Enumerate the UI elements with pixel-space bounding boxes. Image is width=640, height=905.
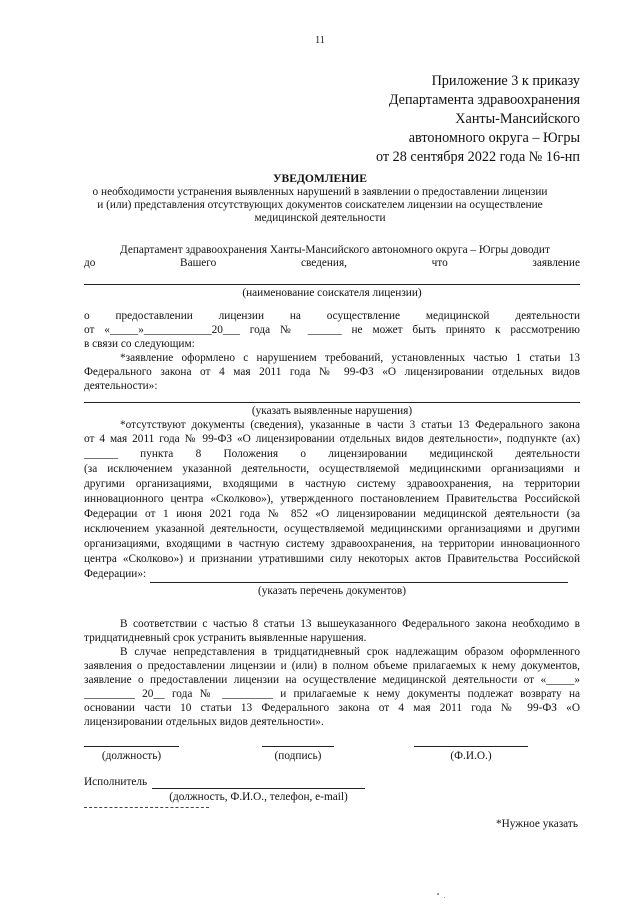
header-line: Приложение 3 к приказу bbox=[431, 73, 580, 89]
header-line: Департамента здравоохранения bbox=[388, 92, 580, 108]
header-line: от 28 сентября 2022 года № 16-нп bbox=[376, 149, 580, 165]
missing-docs-line: *отсутствуют документы (сведения), указанные в части 3 статьи 13 Федерального закона bbox=[120, 419, 580, 431]
documents-fill-line bbox=[150, 582, 568, 583]
missing-docs-line: центра «Сколково») и признании утратившими силу некоторых актов Правительства Российской bbox=[84, 553, 580, 565]
missing-docs-line: исключением указанной деятельности, осуществляемой медицинскими организациями и другими bbox=[84, 523, 580, 535]
application-line: в связи со следующим: bbox=[84, 338, 195, 350]
return-line: основании части 10 статьи 13 Федерального закона от 4 мая 2011 года № 99-ФЗ «О bbox=[84, 702, 580, 714]
violations-fill-line bbox=[84, 402, 580, 403]
missing-docs-line: ______ пункта 8 Положения о лицензировании медицинской деятельности bbox=[84, 448, 580, 460]
footnote: *Нужное указать bbox=[495, 818, 578, 830]
deadline-line: тридцатидневный срок устранить выявленные нарушения. bbox=[84, 632, 367, 644]
applicant-name-line bbox=[84, 284, 580, 285]
violations-line: *заявление оформлено с нарушением требований, установленных частью 1 статьи 13 bbox=[120, 352, 580, 364]
applicant-name-caption: (наименование соискателя лицензии) bbox=[242, 287, 422, 299]
missing-docs-line: Федерации от 1 июня 2021 года № 852 «О лицензировании медицинской деятельности (за bbox=[84, 508, 580, 520]
missing-docs-line: Федерации»: bbox=[84, 568, 147, 580]
document-title: УВЕДОМЛЕНИЕ bbox=[272, 172, 368, 185]
intro-line: Департамент здравоохранения Ханты-Мансийского автономного округа – Югры доводит bbox=[120, 244, 550, 256]
missing-docs-line: инновационного центра «Сколково»), утвержденного постановлением Правительства Российской bbox=[84, 493, 580, 505]
return-line: заявления о предоставлении лицензии и (или) в полном объеме прилагаемых к нему документов, bbox=[84, 660, 580, 672]
deadline-line: В соответствии с частью 8 статьи 13 вышеуказанного Федерального закона необходимо в bbox=[120, 618, 580, 630]
intro-line: до Вашего сведения, что заявление bbox=[84, 257, 580, 269]
page-number: 11 bbox=[315, 35, 325, 46]
scan-speck bbox=[444, 897, 445, 898]
return-line: заявление о предоставлении лицензии на осуществление медицинской деятельности от «_____» bbox=[84, 674, 580, 686]
violations-line: Федерального закона от 4 мая 2011 года № 99-ФЗ «О лицензировании отдельных видов bbox=[84, 366, 580, 378]
signature-caption: (подпись) bbox=[274, 750, 322, 762]
missing-docs-line: от 4 мая 2011 года № 99-ФЗ «О лицензировании отдельных видов деятельности», подпункте (ах) bbox=[84, 433, 580, 445]
footnote-separator bbox=[84, 807, 209, 808]
position-line bbox=[84, 746, 179, 747]
subtitle-line: о необходимости устранения выявленных нарушений в заявлении о предоставлении лицензии bbox=[92, 186, 548, 198]
documents-caption: (указать перечень документов) bbox=[258, 585, 406, 597]
header-line: автономного округа – Югры bbox=[408, 130, 580, 146]
missing-docs-line: (за исключением указанной деятельности, осуществляемой медицинскими организациями и bbox=[84, 463, 580, 475]
application-line: о предоставлении лицензии на осуществление медицинской деятельности bbox=[84, 310, 580, 322]
executor-fill-line bbox=[152, 788, 365, 789]
subtitle-line: и (или) представления отсутствующих документов соискателем лицензии на осуществление bbox=[97, 199, 543, 211]
executor-label: Исполнитель bbox=[84, 776, 148, 788]
missing-docs-line: организациями, входящими в частную систему здравоохранения, на территории инновационного bbox=[84, 538, 580, 550]
missing-docs-line: другими организациями, входящими в частную систему здравоохранения, на территории bbox=[84, 478, 580, 490]
scan-speck bbox=[437, 893, 439, 895]
violations-caption: (указать выявленные нарушения) bbox=[251, 405, 413, 417]
header-line: Ханты-Мансийского bbox=[455, 111, 580, 127]
subtitle-line: медицинской деятельности bbox=[254, 212, 386, 224]
full-name-caption: (Ф.И.О.) bbox=[450, 750, 492, 762]
return-line: В случае непредставления в тридцатидневный срок надлежащим образом оформленного bbox=[120, 646, 580, 658]
signature-line bbox=[262, 746, 334, 747]
violations-line: деятельности»: bbox=[84, 380, 158, 392]
return-line: _________ 20__ года № _________ и прилагаемые к нему документы подлежат возврату на bbox=[84, 688, 580, 700]
return-line: лицензировании отдельных видов деятельности». bbox=[84, 716, 324, 728]
application-line: от «_____»____________20___ года № ______ не может быть принято к рассмотрению bbox=[84, 324, 580, 336]
full-name-line bbox=[414, 746, 528, 747]
executor-caption: (должность, Ф.И.О., телефон, e-mail) bbox=[169, 791, 348, 803]
position-caption: (должность) bbox=[101, 750, 162, 762]
